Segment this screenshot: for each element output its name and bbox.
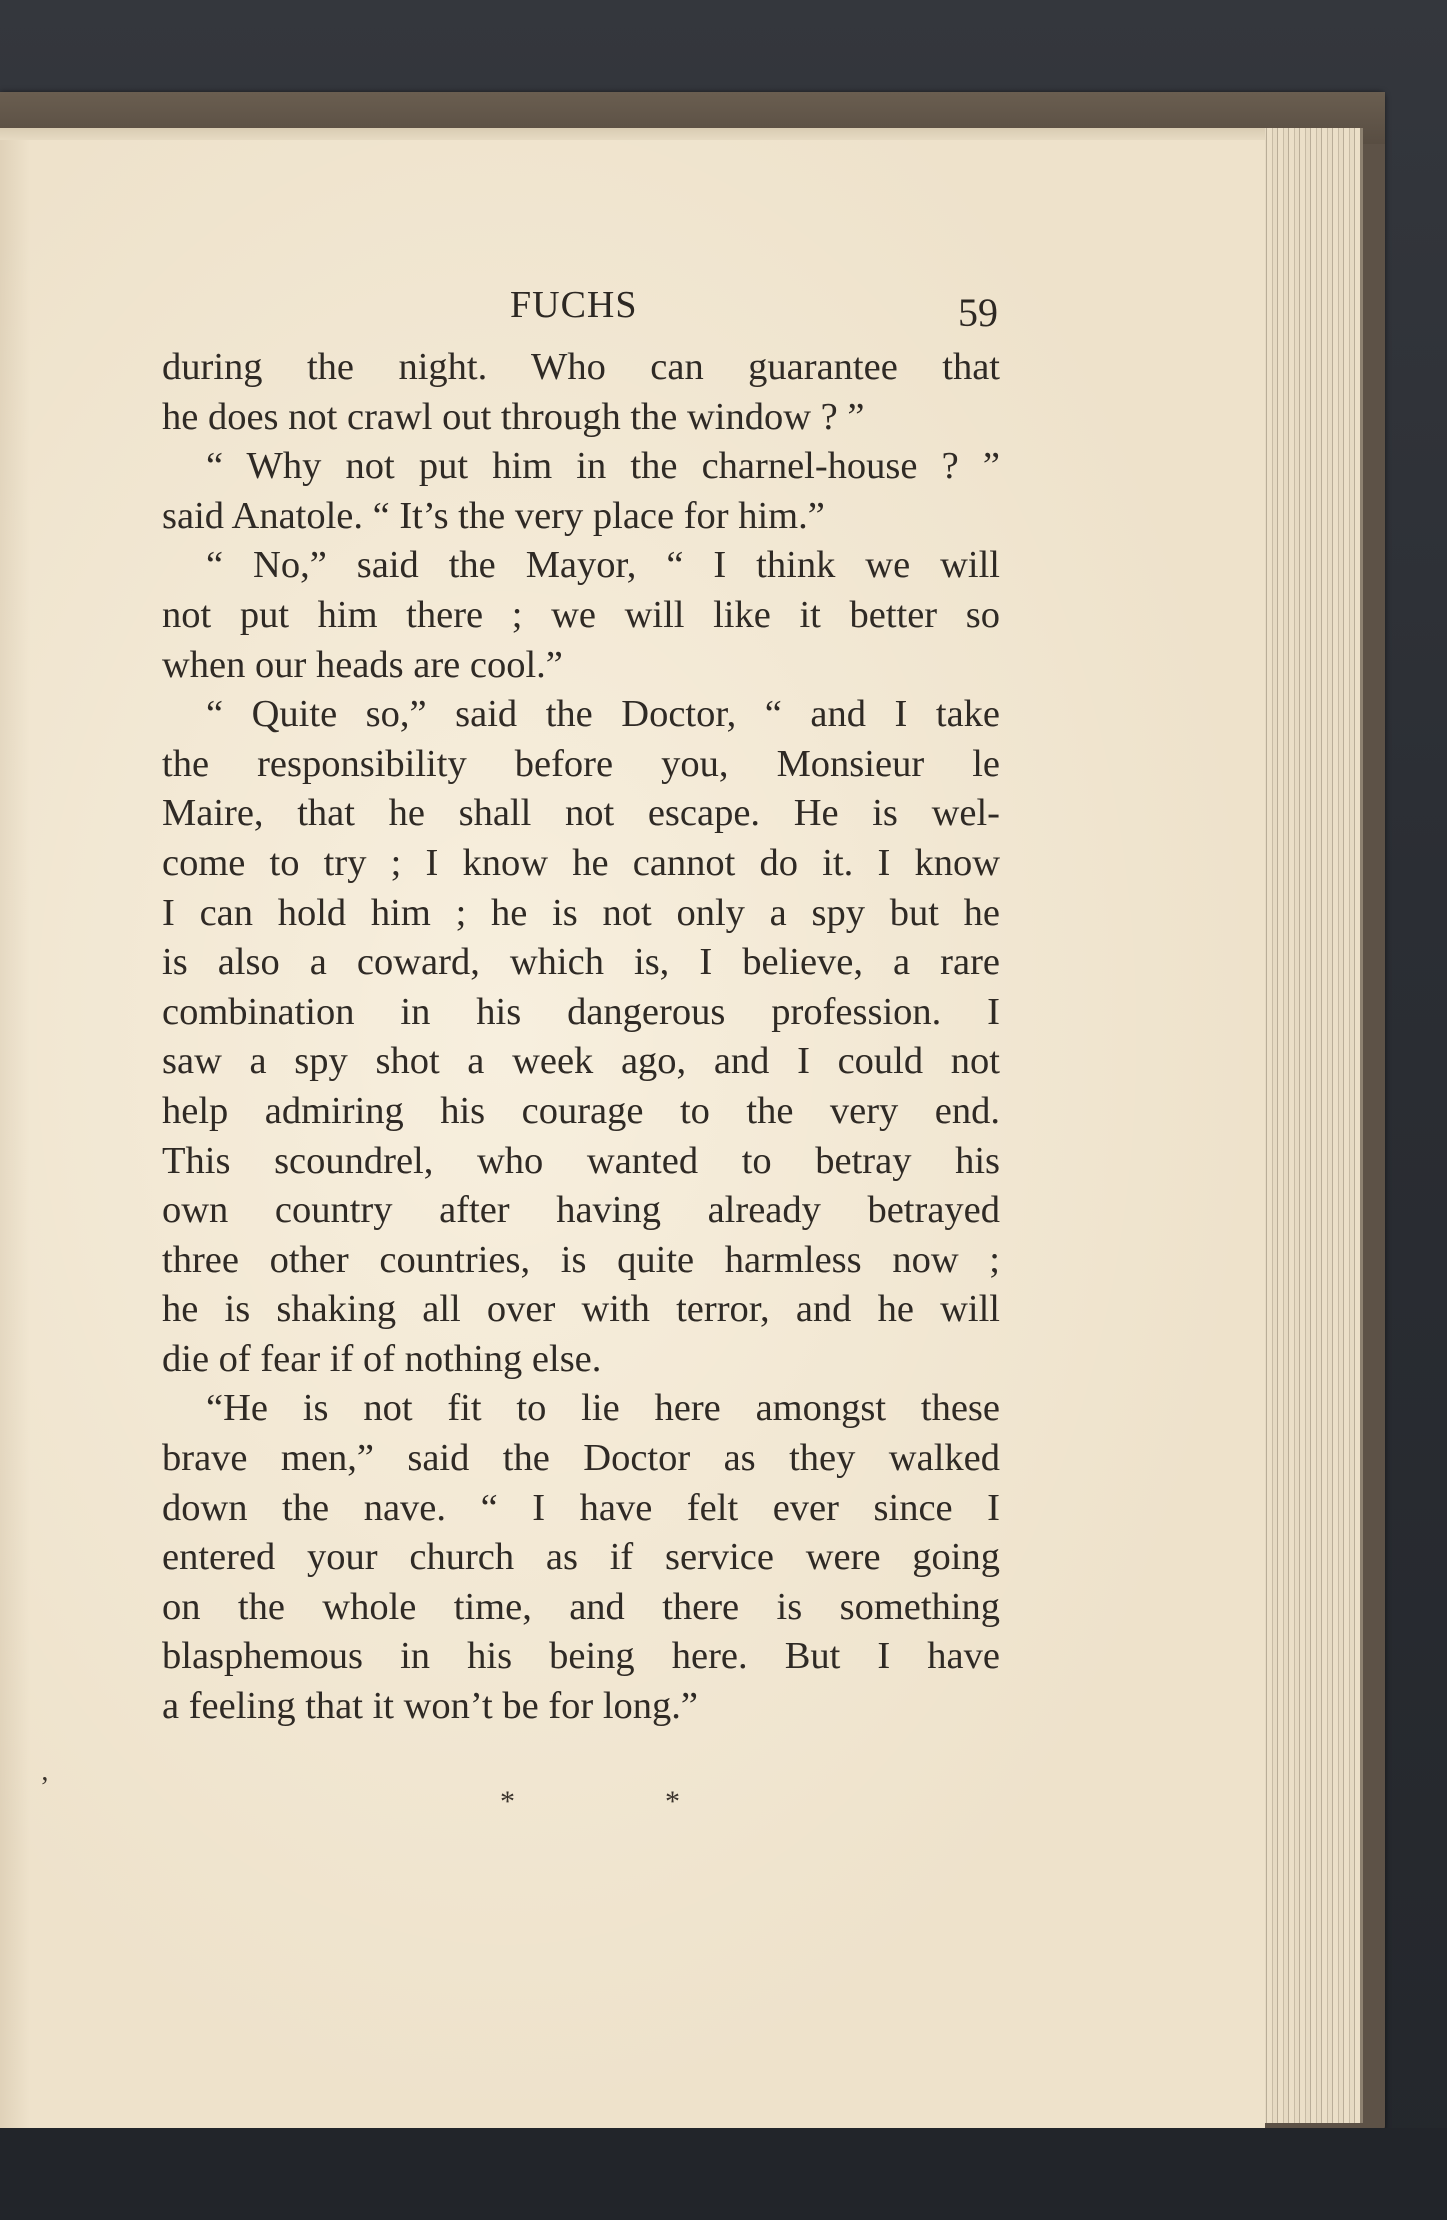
text-line: “He is not fit to lie here amongst these xyxy=(206,1387,1000,1430)
text-line: blasphemous in his being here. But I have xyxy=(162,1635,1000,1678)
asterisk-ornament: * xyxy=(665,1785,680,1818)
running-title: FUCHS xyxy=(510,284,638,326)
asterisk-ornament: * xyxy=(500,1785,515,1818)
body-text xyxy=(162,343,1000,1732)
text-line: is also a coward, which is, I believe, a rare xyxy=(162,941,1000,984)
text-line: three other countries, is quite harmless now ; xyxy=(162,1238,1000,1281)
section-break-ornament xyxy=(500,1785,680,1825)
text-line: a feeling that it won’t be for long.” xyxy=(162,1685,698,1728)
text-line: own country after having already betrayed xyxy=(162,1189,1000,1232)
text-line: during the night. Who can guarantee that xyxy=(162,346,1000,388)
text-line: not put him there ; we will like it better so xyxy=(162,593,1000,636)
text-line: “ No,” said the Mayor, “ I think we will xyxy=(206,544,1000,587)
text-line: saw a spy shot a week ago, and I could not xyxy=(162,1040,1000,1083)
text-line: on the whole time, and there is something xyxy=(162,1585,1000,1628)
text-line: he is shaking all over with terror, and he will xyxy=(162,1288,1000,1331)
text-line: die of fear if of nothing else. xyxy=(162,1337,602,1380)
text-line: combination in his dangerous profession. I xyxy=(162,990,1000,1033)
text-line: This scoundrel, who wanted to betray his xyxy=(162,1139,1000,1182)
text-line: said Anatole. “ It’s the very place for him.” xyxy=(162,494,825,537)
text-line: “ Quite so,” said the Doctor, “ and I take xyxy=(206,693,1000,736)
text-line: down the nave. “ I have felt ever since I xyxy=(162,1486,1000,1529)
text-line: entered your church as if service were going xyxy=(162,1536,1000,1579)
text-line: “ Why not put him in the charnel-house ? ” xyxy=(206,445,1000,488)
scan-bottom-strip xyxy=(0,2128,1447,2220)
text-line: Maire, that he shall not escape. He is wel- xyxy=(162,792,1000,835)
text-line: I can hold him ; he is not only a spy but he xyxy=(162,891,1000,934)
running-head xyxy=(160,283,1000,333)
page-block-edges xyxy=(1262,128,1363,2123)
text-line: he does not crawl out through the window ? ” xyxy=(162,395,865,438)
text-line: brave men,” said the Doctor as they walked xyxy=(162,1437,1000,1480)
text-line: come to try ; I know he cannot do it. I know xyxy=(162,841,1000,884)
text-line: help admiring his courage to the very end. xyxy=(162,1089,1000,1132)
text-line: the responsibility before you, Monsieur le xyxy=(162,742,1000,785)
page-number: 59 xyxy=(958,290,998,335)
text-line: when our heads are cool.” xyxy=(162,643,563,686)
margin-mark: ’ xyxy=(40,1772,50,1803)
